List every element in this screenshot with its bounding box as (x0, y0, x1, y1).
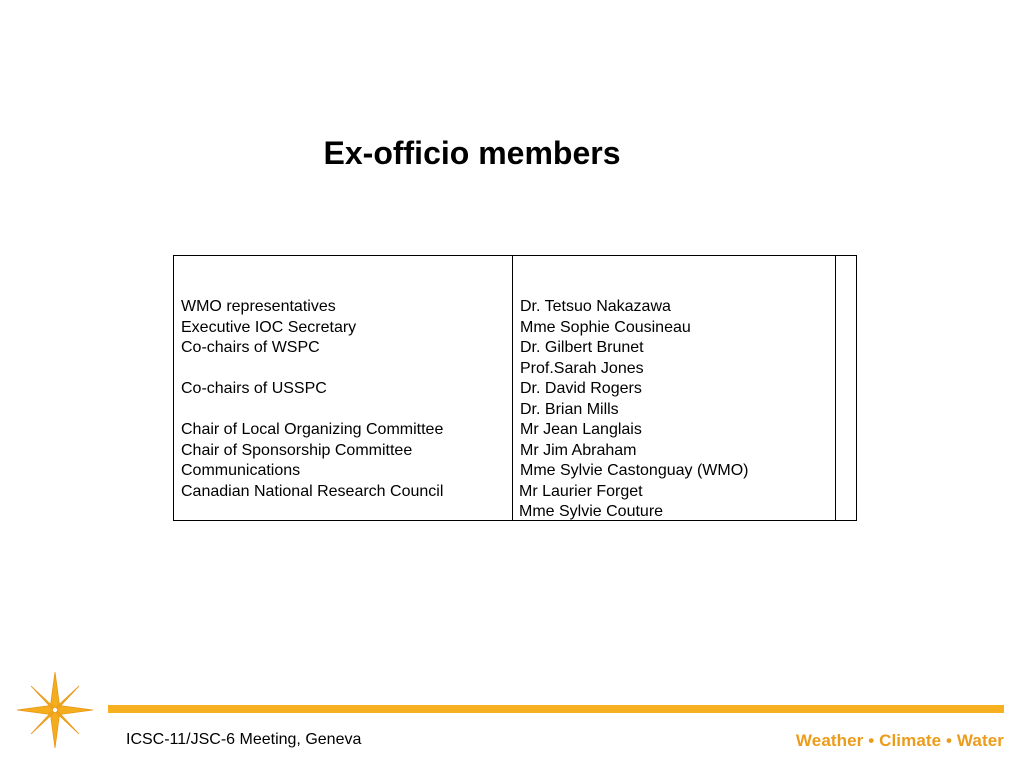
name-cell: Dr. Tetsuo Nakazawa (520, 298, 671, 315)
names-column (520, 297, 830, 523)
role-cell (181, 359, 506, 380)
role-cell: Chair of Sponsorship Committee (181, 441, 413, 459)
column-divider (835, 256, 836, 520)
role-cell (181, 502, 506, 523)
name-cell: Dr. Gilbert Brunet (520, 339, 644, 356)
name-cell: Mme Sylvie Couture (519, 503, 664, 520)
members-table (173, 255, 857, 521)
role-cell: Executive IOC Secretary (181, 318, 357, 336)
footer-brand-tagline: Weather • Climate • Water (795, 731, 1004, 750)
name-cell: Dr. Brian Mills (520, 400, 619, 418)
role-cell: Chair of Local Organizing Committee (181, 421, 444, 438)
name-cell: Mr Laurier Forget (519, 482, 643, 500)
name-cell: Dr. David Rogers (520, 380, 642, 397)
role-cell: Co-chairs of WSPC (181, 339, 320, 356)
footer-meeting-label: ICSC-11/JSC-6 Meeting, Geneva (126, 731, 362, 748)
name-cell: Mme Sylvie Castonguay (WMO) (520, 462, 749, 479)
roles-column (181, 297, 506, 523)
name-cell: Mme Sophie Cousineau (520, 318, 691, 336)
slide-title: Ex-officio members (323, 135, 621, 171)
name-cell: Mr Jean Langlais (520, 421, 642, 438)
footer-accent-bar (108, 705, 1004, 713)
role-cell (181, 400, 506, 421)
wmo-compass-star-icon (15, 670, 95, 750)
role-cell: Communications (181, 462, 301, 479)
role-cell: Canadian National Research Council (181, 482, 444, 500)
name-cell: Prof.Sarah Jones (520, 359, 644, 377)
role-cell: Co-chairs of USSPC (181, 380, 327, 397)
name-cell: Mr Jim Abraham (520, 441, 637, 459)
column-divider (512, 256, 513, 520)
role-cell: WMO representatives (181, 298, 336, 315)
